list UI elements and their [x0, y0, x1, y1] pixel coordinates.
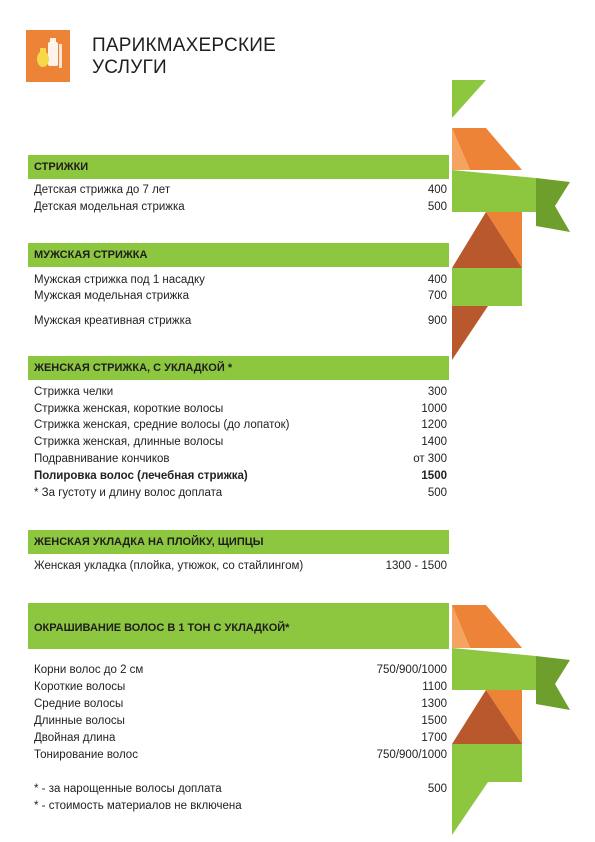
price-row: [34, 314, 447, 328]
section-header-hair-coloring: ОКРАШИВАНИЕ ВОЛОС В 1 ТОН С УКЛАДКОЙ*: [28, 603, 449, 649]
service-price: 700: [427, 290, 447, 302]
service-price: 1200: [421, 419, 447, 431]
price-row: [34, 680, 447, 694]
service-price: 1000: [421, 403, 447, 415]
price-row-note: [34, 486, 447, 500]
service-name: Короткие волосы: [34, 681, 126, 693]
price-row-note: [34, 799, 447, 813]
service-name: Средние волосы: [34, 698, 124, 710]
service-price: 1100: [422, 681, 447, 693]
service-name: Длинные волосы: [34, 715, 125, 727]
service-price: 1500: [421, 470, 447, 482]
page-title-line1: ПАРИКМАХЕРСКИЕ: [92, 35, 276, 56]
page-title-line2: УСЛУГИ: [92, 57, 167, 78]
service-name: Стрижка женская, средние волосы (до лопаток): [34, 419, 290, 431]
price-row-highlighted: [34, 469, 447, 483]
service-price: 300: [427, 386, 447, 398]
logo: [26, 30, 70, 82]
price-row: [34, 289, 447, 303]
service-name: * - стоимость материалов не включена: [34, 800, 242, 812]
price-row: [34, 697, 447, 711]
section-header-womens-styling: ЖЕНСКАЯ УКЛАДКА НА ПЛОЙКУ, ЩИПЦЫ: [28, 530, 449, 554]
page-title: [92, 35, 276, 79]
price-row: [34, 418, 447, 432]
price-row: [34, 714, 447, 728]
service-price: 1300 - 1500: [385, 560, 447, 572]
service-price: 400: [427, 184, 447, 196]
service-price: 750/900/1000: [376, 664, 447, 676]
price-row: [34, 452, 447, 466]
service-price: 1700: [421, 732, 447, 744]
section-header-haircuts: СТРИЖКИ: [28, 155, 449, 179]
service-price: от 300: [413, 453, 447, 465]
service-name: Стрижка женская, короткие волосы: [34, 403, 224, 415]
service-name: Детская стрижка до 7 лет: [34, 184, 171, 196]
price-row: [34, 663, 447, 677]
price-row: [34, 748, 447, 762]
service-price: 1500: [421, 715, 447, 727]
price-row: [34, 200, 447, 214]
price-row: [34, 402, 447, 416]
hair-products-icon: [26, 30, 70, 82]
service-name: Корни волос до 2 см: [34, 664, 144, 676]
price-row: [34, 731, 447, 745]
service-name: Женская укладка (плойка, утюжок, со стайлингом): [34, 560, 304, 572]
service-name: * - за нарощенные волосы доплата: [34, 783, 222, 795]
service-name: Полировка волос (лечебная стрижка): [34, 470, 248, 482]
service-name: Стрижка челки: [34, 386, 114, 398]
section-header-womens-haircut: ЖЕНСКАЯ СТРИЖКА, С УКЛАДКОЙ *: [28, 356, 449, 380]
price-row: [34, 183, 447, 197]
service-price: 500: [427, 487, 447, 499]
service-name: Мужская модельная стрижка: [34, 290, 189, 302]
service-name: Подравнивание кончиков: [34, 453, 170, 465]
price-row: [34, 385, 447, 399]
service-name: Мужская стрижка под 1 насадку: [34, 274, 205, 286]
service-price: 1300: [421, 698, 447, 710]
price-row: [34, 559, 447, 573]
service-name: Стрижка женская, длинные волосы: [34, 436, 224, 448]
service-name: Двойная длина: [34, 732, 116, 744]
price-row: [34, 435, 447, 449]
price-row-note: [34, 782, 447, 796]
service-name: Детская модельная стрижка: [34, 201, 185, 213]
service-price: 500: [427, 783, 447, 795]
service-price: 500: [427, 201, 447, 213]
service-price: 400: [427, 274, 447, 286]
service-price: 750/900/1000: [376, 749, 447, 761]
section-header-mens-haircut: МУЖСКАЯ СТРИЖКА: [28, 243, 449, 267]
service-name: * За густоту и длину волос доплата: [34, 487, 223, 499]
service-name: Тонирование волос: [34, 749, 138, 761]
service-name: Мужская креативная стрижка: [34, 315, 192, 327]
service-price: 900: [427, 315, 447, 327]
service-price: 1400: [421, 436, 447, 448]
price-row: [34, 273, 447, 287]
